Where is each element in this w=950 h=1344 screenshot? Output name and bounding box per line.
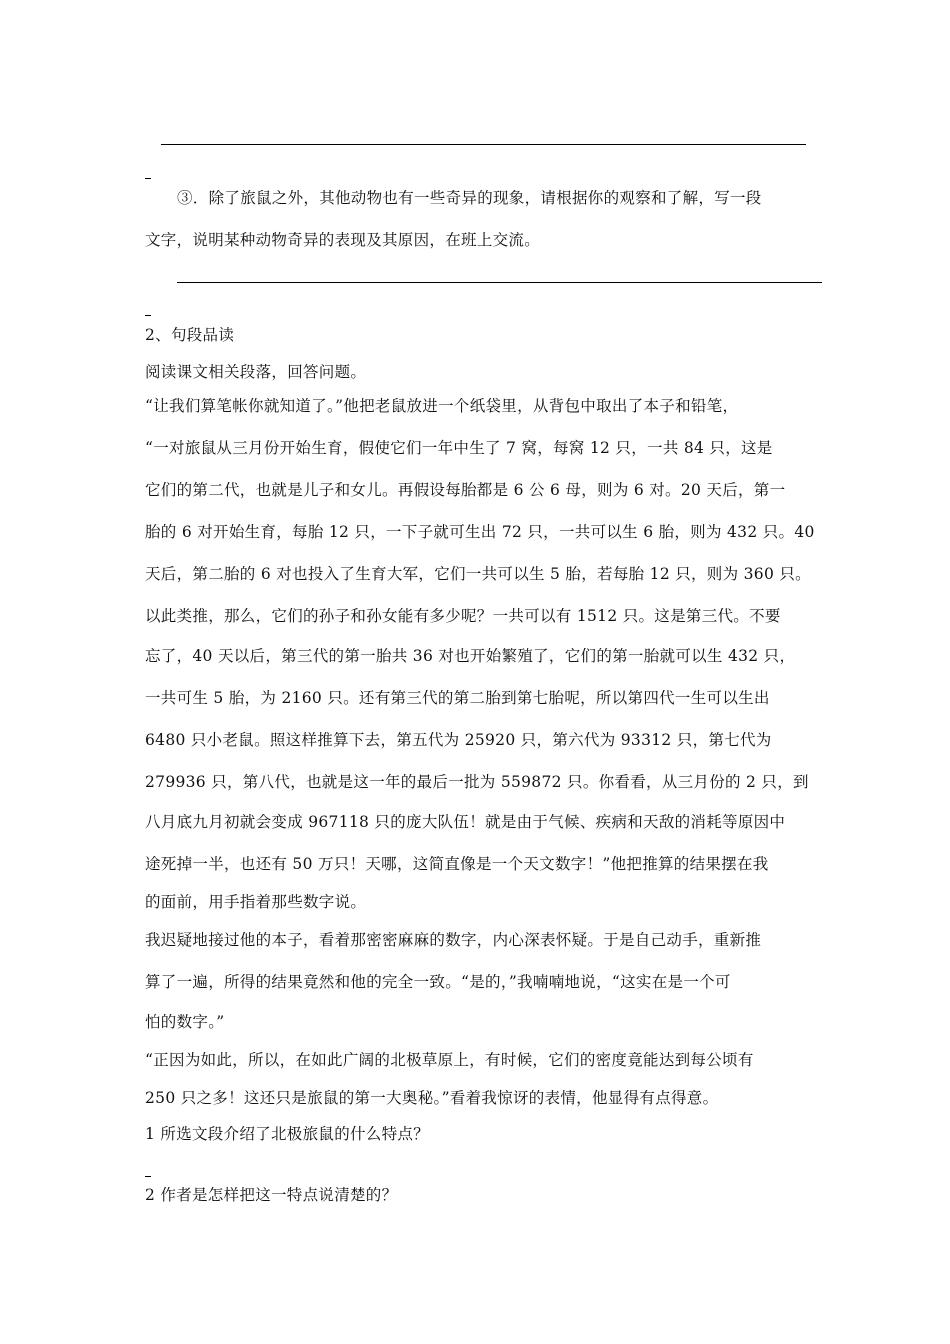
passage-line: “一对旅鼠从三月份开始生育，假使它们一年中生了 7 窝，每窝 12 只，一共 84 只，这是 (145, 439, 773, 457)
passage-line: 胎的 6 对开始生育，每胎 12 只，一下子就可生出 72 只，一共可以生 6 胎，则为 432 只。40 (145, 523, 815, 541)
passage-line: 6480 只小老鼠。照这样推算下去，第五代为 25920 只，第六代为 93312 只，第七代为 (145, 731, 772, 749)
answer-line-1 (161, 144, 806, 145)
passage-line: 算了一遍，所得的结果竟然和他的完全一致。“是的，”我喃喃地说，“这实在是一个可 (145, 973, 731, 991)
answer-dash-1 (145, 178, 151, 179)
passage-line: 天后，第二胎的 6 对也投入了生育大军，它们一共可以生 5 胎，若每胎 12 只，则为 360 只。 (145, 565, 811, 583)
passage-line: 怕的数字。” (145, 1013, 225, 1031)
passage-line: 忘了，40 天以后，第三代的第一胎共 36 对也开始繁殖了，它们的第一胎就可以生 432 只， (145, 647, 796, 665)
question-2: 2 作者是怎样把这一特点说清楚的？ (145, 1186, 398, 1204)
passage-line: 它们的第二代，也就是儿子和女儿。再假设每胎都是 6 公 6 母，则为 6 对。20 天后，第一 (145, 481, 786, 499)
section-2-heading: 2、句段品读 (145, 326, 235, 344)
section-2-instruction: 阅读课文相关段落，回答问题。 (145, 363, 367, 381)
passage-line: 279936 只，第八代，也就是这一年的最后一批为 559872 只。你看看，从三月份的 2 只，到 (145, 773, 809, 791)
passage-line: “让我们算笔帐你就知道了。”他把老鼠放进一个纸袋里，从背包中取出了本子和铅笔， (145, 397, 739, 415)
answer-dash-2 (145, 315, 151, 316)
passage-line: “正因为如此，所以，在如此广阔的北极草原上，有时候，它们的密度竟能达到每公顷有 (145, 1051, 754, 1069)
passage-line: 我迟疑地接过他的本子，看着那密密麻麻的数字，内心深表怀疑。于是自己动手，重新推 (145, 931, 762, 949)
answer-dash-3 (145, 1176, 151, 1177)
question-3-line-1: ③．除了旅鼠之外，其他动物也有一些奇异的现象，请根据你的观察和了解，写一段 (177, 189, 762, 207)
passage-line: 一共可生 5 胎，为 2160 只。还有第三代的第二胎到第七胎呢，所以第四代一生可以生出 (145, 689, 770, 707)
passage-line: 的面前，用手指着那些数字说。 (145, 893, 367, 911)
passage-line: 八月底九月初就会变成 967118 只的庞大队伍！就是由于气候、疾病和天敌的消耗等原因中 (145, 813, 786, 831)
passage-line: 250 只之多！这还只是旅鼠的第一大奥秘。”看着我惊讶的表情，他显得有点得意。 (145, 1089, 719, 1107)
passage-line: 途死掉一半，也还有 50 万只！天哪，这简直像是一个天文数字！”他把推算的结果摆在我 (145, 855, 769, 873)
answer-line-2 (177, 282, 822, 283)
question-3-line-2: 文字，说明某种动物奇异的表现及其原因，在班上交流。 (145, 231, 541, 249)
passage-line: 以此类推，那么，它们的孙子和孙女能有多少呢？一共可以有 1512 只。这是第三代。不要 (145, 607, 781, 625)
question-1: 1 所选文段介绍了北极旅鼠的什么特点？ (145, 1125, 429, 1143)
